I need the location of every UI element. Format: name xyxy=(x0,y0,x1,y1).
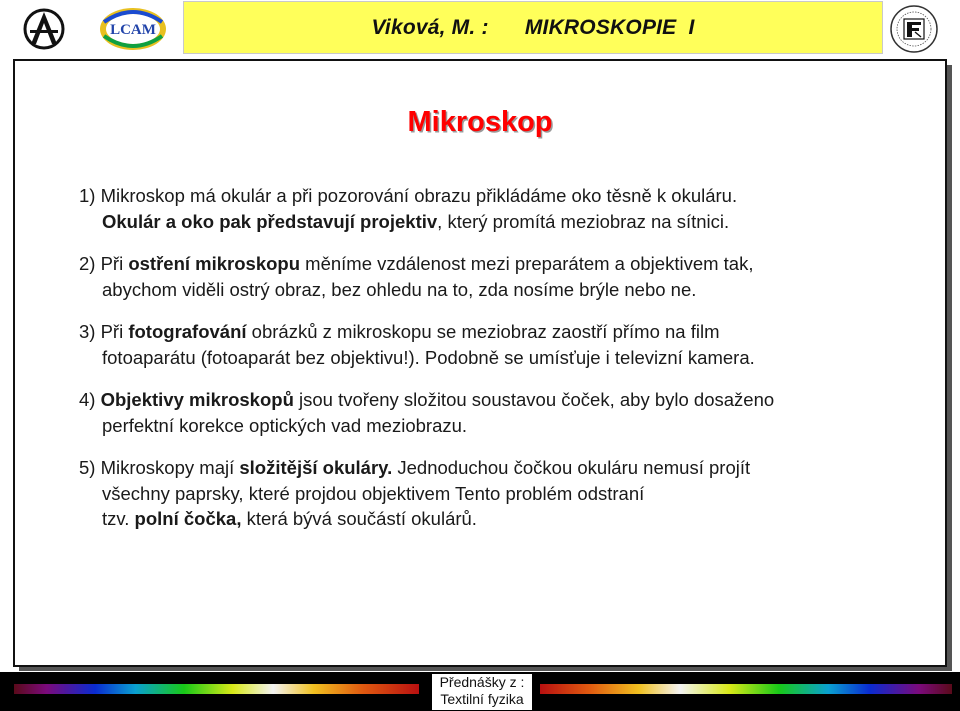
paragraph-3-line-1: 3) Při fotografování obrázků z mikroskopu se meziobraz zaostří přímo na film xyxy=(79,321,720,342)
paragraph-1 xyxy=(79,183,939,234)
frame-shadow-right xyxy=(947,65,952,669)
frame-shadow-bottom xyxy=(19,667,952,671)
paragraph-4 xyxy=(79,387,939,438)
paragraph-2-line-2: abychom viděli ostrý obraz, bez ohledu na to, zda nosíme brýle nebo ne. xyxy=(102,278,697,300)
slide-header xyxy=(0,0,960,58)
paragraph-5 xyxy=(79,455,939,532)
paragraph-3-line-2: fotoaparátu (fotoaparát bez objektivu!). Podobně se umísťuje i televizní kamera. xyxy=(102,346,755,368)
slide-footer xyxy=(0,672,960,711)
footer-rainbow-band-left xyxy=(14,684,419,694)
paragraph-1-line-1: 1) Mikroskop má okulár a při pozorování obrazu přikládáme oko těsně k okuláru. xyxy=(79,185,738,206)
paragraph-1-line-2: Okulár a oko pak představují projektiv, který promítá meziobraz na sítnici. xyxy=(102,210,730,232)
paragraph-4-line-1: 4) Objektivy mikroskopů jsou tvořeny složitou soustavou čoček, aby bylo dosaženo xyxy=(79,389,775,410)
paragraph-5-line-2: všechny paprsky, které projdou objektivem Tento problém odstraní xyxy=(102,482,645,504)
slide-body xyxy=(79,183,939,549)
paragraph-4-line-2: perfektní korekce optických vad meziobrazu. xyxy=(102,414,468,436)
paragraph-2-line-1: 2) Při ostření mikroskopu měníme vzdálenost mezi preparátem a objektivem tak, xyxy=(79,253,754,274)
faculty-seal-logo-icon xyxy=(888,4,940,54)
footer-line-2: Textilní fyzika xyxy=(440,691,524,707)
footer-line-1: Přednášky z : xyxy=(439,674,525,690)
slide-title: Mikroskop xyxy=(407,106,553,138)
lcam-logo-text: LCAM xyxy=(110,22,156,38)
paragraph-3 xyxy=(79,319,939,370)
footer-rainbow-band-right xyxy=(540,684,952,694)
header-title-box xyxy=(183,1,883,54)
paragraph-5-line-1: 5) Mikroskopy mají složitější okuláry. Jednoduchou čočkou okuláru nemusí projít xyxy=(79,457,751,478)
paragraph-5-line-3: tzv. polní čočka, která bývá součástí okulárů. xyxy=(102,508,477,529)
university-compass-logo-icon xyxy=(22,6,66,52)
footer-caption xyxy=(432,674,532,710)
header-title: Viková, M. : MIKROSKOPIE I xyxy=(371,15,695,39)
paragraph-2 xyxy=(79,251,939,302)
lcam-logo-icon xyxy=(98,6,168,52)
